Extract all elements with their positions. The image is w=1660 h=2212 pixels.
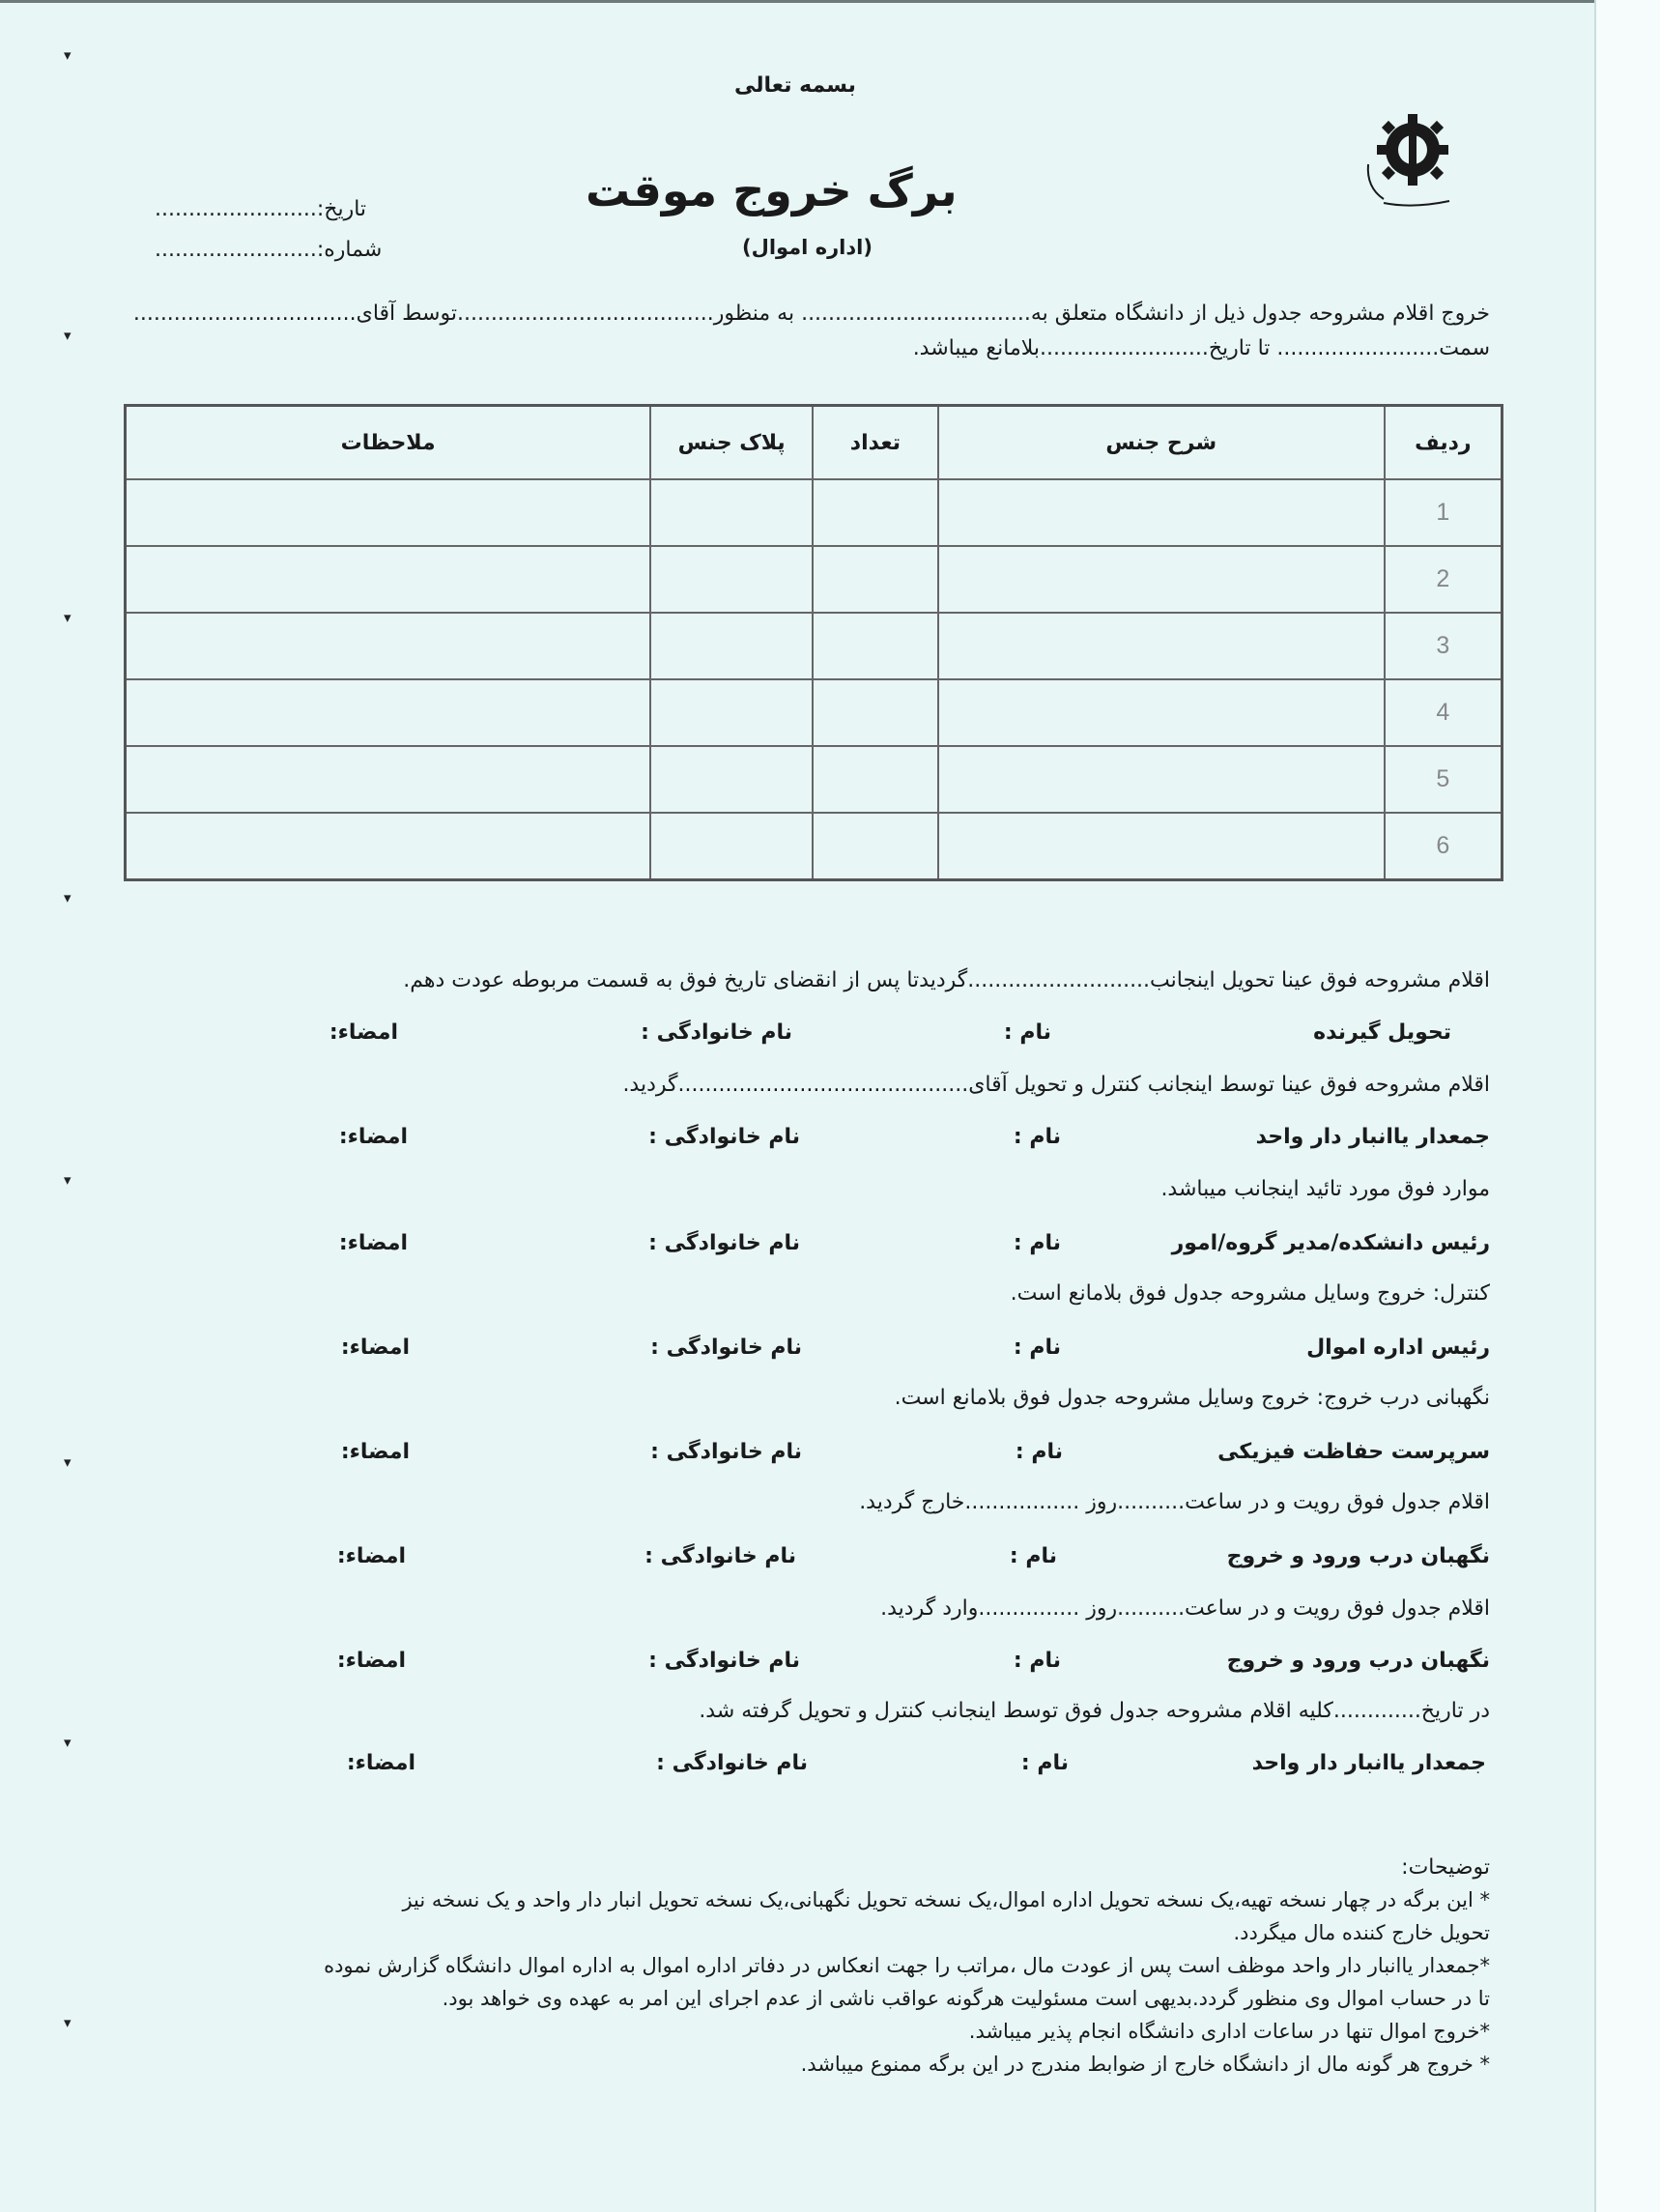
- row-number: 6: [1385, 813, 1503, 880]
- gate-guard-return-role: نگهبان درب ورود و خروج: [1226, 1649, 1490, 1673]
- col-header-notes: ملاحظات: [126, 406, 651, 480]
- notes-title: توضیحات:: [1401, 1855, 1490, 1880]
- form-title: برگ خروج موقت: [586, 164, 958, 216]
- form-subtitle: (اداره اموال): [742, 236, 873, 259]
- quantity-cell[interactable]: [813, 813, 938, 880]
- note-line: تحویل خارج کننده مال میگردد.: [1233, 1921, 1490, 1944]
- property-head-role: رئیس اداره اموال: [1306, 1336, 1490, 1360]
- notes-cell[interactable]: [126, 813, 651, 880]
- col-header-description: شرح جنس: [938, 406, 1385, 480]
- notes-cell[interactable]: [126, 613, 651, 679]
- family-label: نام خانوادگی :: [650, 1440, 802, 1464]
- name-label: نام :: [1013, 1125, 1061, 1149]
- plate-cell[interactable]: [650, 746, 813, 813]
- receiver-role: تحویل گیرنده: [1313, 1020, 1451, 1045]
- signature-label: امضاء:: [338, 1231, 408, 1255]
- signature-label: امضاء:: [338, 1125, 408, 1149]
- table-row: [126, 613, 1503, 679]
- items-table: [124, 404, 1503, 881]
- punch-mark: ▾: [64, 1734, 72, 1751]
- plate-cell[interactable]: [650, 546, 813, 613]
- exit-statement: اقلام جدول فوق رویت و در ساعت..........روز .................خارج گردید.: [859, 1490, 1490, 1514]
- receipt-statement: در تاریخ.............کلیه اقلام مشروحه جدول فوق توسط اینجانب کنترل و تحویل گرفته شد.: [699, 1699, 1490, 1723]
- note-line: *جمعدار یاانبار دار واحد موظف است پس از عودت مال ،مراتب را جهت انعکاس در دفاتر اداره اموال به اداره اموال دانشگاه گزارش نموده: [324, 1954, 1490, 1977]
- name-label: نام :: [1013, 1649, 1061, 1673]
- note-line: * خروج هر گونه مال از دانشگاه خارج از ضوابط مندرج در این برگه ممنوع میباشد.: [800, 2053, 1490, 2076]
- signature-label: امضاء:: [346, 1751, 415, 1775]
- signature-label: امضاء:: [336, 1649, 406, 1673]
- punch-mark: ▾: [64, 1453, 72, 1471]
- note-line: *خروج اموال تنها در ساعات اداری دانشگاه انجام پذیر میباشد.: [968, 2020, 1490, 2043]
- dean-approval-statement: موارد فوق مورد تائید اینجانب میباشد.: [1160, 1177, 1490, 1201]
- storekeeper-role: جمعدار یاانبار دار واحد: [1255, 1125, 1490, 1149]
- family-label: نام خانوادگی :: [648, 1231, 800, 1255]
- return-statement: اقلام جدول فوق رویت و در ساعت..........روز ...............وارد گردید.: [880, 1596, 1490, 1621]
- table-row: [126, 813, 1503, 880]
- plate-cell[interactable]: [650, 679, 813, 746]
- row-number: 2: [1385, 546, 1503, 613]
- bismillah-heading: بسمه تعالی: [734, 73, 856, 98]
- plate-cell[interactable]: [650, 479, 813, 546]
- family-label: نام خانوادگی :: [650, 1336, 802, 1360]
- row-number: 1: [1385, 479, 1503, 546]
- description-cell[interactable]: [938, 479, 1385, 546]
- note-line: تا در حساب اموال وی منظور گردد.بدیهی است مسئولیت هرگونه عواقب ناشی از عدم اجرای این امر به عهده وی خواهد بود.: [442, 1987, 1490, 2010]
- family-label: نام خانوادگی :: [641, 1020, 792, 1045]
- punch-mark: ▾: [64, 889, 72, 906]
- table-header-row: [126, 406, 1503, 480]
- name-label: نام :: [1003, 1020, 1051, 1045]
- name-label: نام :: [1013, 1231, 1061, 1255]
- row-number: 5: [1385, 746, 1503, 813]
- row-number: 4: [1385, 679, 1503, 746]
- signature-label: امضاء:: [336, 1544, 406, 1568]
- date-field[interactable]: تاریخ:........................: [155, 197, 367, 221]
- signature-label: امضاء:: [340, 1336, 410, 1360]
- punch-mark: ▾: [64, 1171, 72, 1189]
- quantity-cell[interactable]: [813, 746, 938, 813]
- col-header-row-number: ردیف: [1385, 406, 1503, 480]
- scan-right-margin: [1594, 0, 1660, 2212]
- name-label: نام :: [1013, 1336, 1061, 1360]
- quantity-cell[interactable]: [813, 613, 938, 679]
- dean-role: رئیس دانشکده/مدیر گروه/امور: [1171, 1231, 1490, 1255]
- university-gear-logo-icon: [1362, 106, 1469, 213]
- punch-mark: ▾: [64, 327, 72, 344]
- signature-label: امضاء:: [340, 1440, 410, 1464]
- punch-mark: ▾: [64, 2014, 72, 2031]
- notes-cell[interactable]: [126, 679, 651, 746]
- description-cell[interactable]: [938, 746, 1385, 813]
- table-row: [126, 746, 1503, 813]
- col-header-plate: پلاک جنس: [650, 406, 813, 480]
- receiver-statement: اقلام مشروحه فوق عینا تحویل اینجانب...........................گردیدتا پس از انقضای تاریخ فوق به قسمت مربوطه عودت دهم.: [403, 968, 1490, 992]
- notes-cell[interactable]: [126, 546, 651, 613]
- family-label: نام خانوادگی :: [648, 1649, 800, 1673]
- note-line: * این برگه در چهار نسخه تهیه،یک نسخه تحویل اداره اموال،یک نسخه تحویل نگهبانی،یک نسخه تحویل انبار دار واحد و یک نسخه نیز: [402, 1888, 1490, 1911]
- name-label: نام :: [1009, 1544, 1057, 1568]
- plate-cell[interactable]: [650, 613, 813, 679]
- scan-top-edge: [0, 0, 1596, 3]
- description-cell[interactable]: [938, 546, 1385, 613]
- quantity-cell[interactable]: [813, 479, 938, 546]
- gate-guard-exit-role: نگهبان درب ورود و خروج: [1226, 1544, 1490, 1568]
- security-supervisor-role: سرپرست حفاظت فیزیکی: [1217, 1440, 1490, 1464]
- punch-mark: ▾: [64, 46, 72, 64]
- storekeeper-final-role: جمعدار یاانبار دار واحد: [1251, 1751, 1486, 1775]
- quantity-cell[interactable]: [813, 546, 938, 613]
- row-number: 3: [1385, 613, 1503, 679]
- notes-cell[interactable]: [126, 479, 651, 546]
- notes-cell[interactable]: [126, 746, 651, 813]
- punch-mark: ▾: [64, 609, 72, 626]
- plate-cell[interactable]: [650, 813, 813, 880]
- table-row: [126, 679, 1503, 746]
- description-cell[interactable]: [938, 813, 1385, 880]
- name-label: نام :: [1020, 1751, 1069, 1775]
- col-header-quantity: تعداد: [813, 406, 938, 480]
- name-label: نام :: [1015, 1440, 1063, 1464]
- control-statement: کنترل: خروج وسایل مشروحه جدول فوق بلامانع است.: [1010, 1281, 1490, 1306]
- table-row: [126, 479, 1503, 546]
- guard-statement: نگهبانی درب خروج: خروج وسایل مشروحه جدول فوق بلامانع است.: [894, 1386, 1490, 1410]
- table-row: [126, 546, 1503, 613]
- description-cell[interactable]: [938, 613, 1385, 679]
- family-label: نام خانوادگی :: [648, 1125, 800, 1149]
- family-label: نام خانوادگی :: [656, 1751, 808, 1775]
- signature-label: امضاء:: [329, 1020, 398, 1045]
- number-field[interactable]: شماره:........................: [155, 238, 383, 262]
- description-cell[interactable]: [938, 679, 1385, 746]
- intro-line-1: خروج اقلام مشروحه جدول ذیل از دانشگاه متعلق به.................................. به منظور......................................توسط آقای.................................: [132, 302, 1490, 326]
- family-label: نام خانوادگی :: [644, 1544, 796, 1568]
- intro-line-2: سمت........................ تا تاریخ.........................بلامانع میباشد.: [912, 336, 1490, 360]
- storekeeper-statement: اقلام مشروحه فوق عینا توسط اینجانب کنترل و تحویل آقای...........................................گردید.: [622, 1073, 1490, 1097]
- quantity-cell[interactable]: [813, 679, 938, 746]
